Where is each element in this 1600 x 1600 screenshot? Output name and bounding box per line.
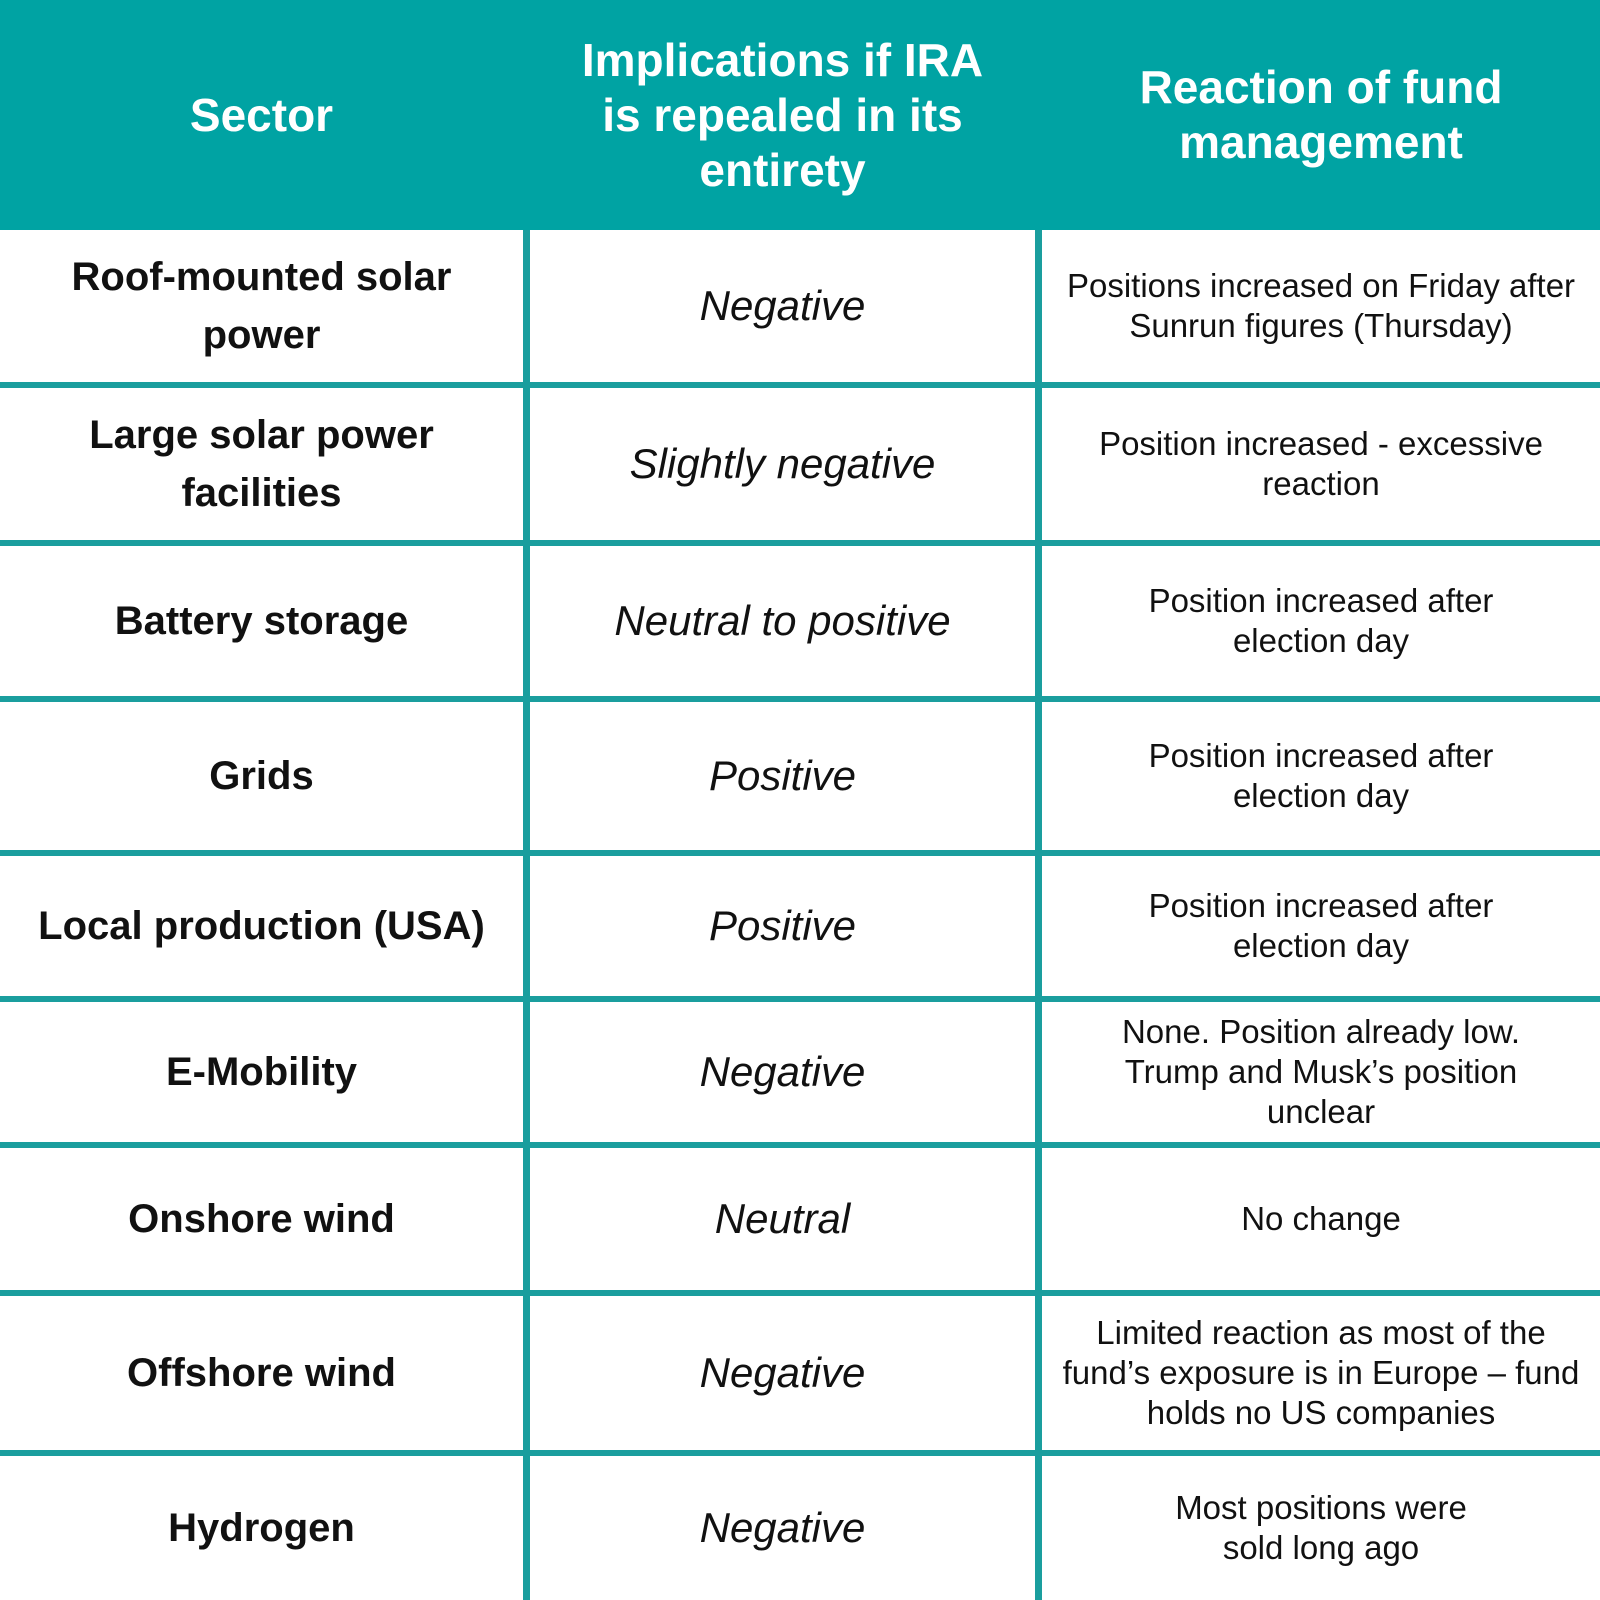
column-divider bbox=[1035, 230, 1042, 1600]
table-header bbox=[0, 0, 1600, 230]
implication-cell: Positive bbox=[708, 902, 857, 949]
sector-cell: Large solar power facilities bbox=[89, 413, 434, 515]
implication-cell: Neutral bbox=[714, 1195, 851, 1242]
table-row bbox=[0, 1456, 1600, 1600]
implication-cell: Negative bbox=[699, 1048, 866, 1095]
reaction-cell: Position increased after election day bbox=[1148, 582, 1494, 659]
sector-cell: Onshore wind bbox=[128, 1197, 395, 1241]
implication-cell: Negative bbox=[699, 1504, 866, 1551]
reaction-cell: Position increased after election day bbox=[1148, 737, 1494, 814]
reaction-cell: No change bbox=[1241, 1200, 1401, 1237]
sector-cell: E-Mobility bbox=[165, 1050, 358, 1094]
header-implications: Implications if IRA is repealed in its entirety bbox=[581, 33, 984, 196]
implication-cell: Negative bbox=[699, 1349, 866, 1396]
header-reaction: Reaction of fund management bbox=[1139, 61, 1503, 168]
table-row bbox=[0, 1002, 1600, 1148]
implication-cell: Neutral to positive bbox=[614, 597, 951, 644]
sector-cell: Roof-mounted solar power bbox=[71, 255, 452, 357]
reaction-cell: Positions increased on Friday after Sunrun figures (Thursday) bbox=[1066, 267, 1576, 344]
sector-cell: Local production (USA) bbox=[38, 904, 485, 948]
sector-cell: Hydrogen bbox=[168, 1506, 355, 1550]
table-row bbox=[0, 702, 1600, 856]
table-row bbox=[0, 1296, 1600, 1456]
implication-cell: Slightly negative bbox=[629, 440, 936, 487]
reaction-cell: None. Position already low. Trump and Musk’s position unclear bbox=[1121, 1013, 1521, 1130]
table-row bbox=[0, 230, 1600, 388]
reaction-cell: Position increased after election day bbox=[1148, 887, 1494, 964]
sector-cell: Grids bbox=[209, 754, 314, 798]
table-row bbox=[0, 546, 1600, 702]
table-row bbox=[0, 856, 1600, 1002]
header-sector: Sector bbox=[189, 88, 334, 141]
reaction-cell: Position increased - excessive reaction bbox=[1099, 425, 1543, 502]
table-row bbox=[0, 388, 1600, 546]
sector-cell: Battery storage bbox=[114, 599, 409, 643]
implication-cell: Negative bbox=[699, 282, 866, 329]
table-body bbox=[0, 230, 1600, 1600]
implication-cell: Positive bbox=[708, 752, 857, 799]
column-divider bbox=[523, 230, 530, 1600]
reaction-cell: Limited reaction as most of the fund’s exposure is in Europe – fund holds no US companies bbox=[1062, 1314, 1580, 1431]
reaction-cell: Most positions were sold long ago bbox=[1175, 1489, 1467, 1566]
table-row bbox=[0, 1148, 1600, 1296]
sector-cell: Offshore wind bbox=[127, 1351, 396, 1395]
